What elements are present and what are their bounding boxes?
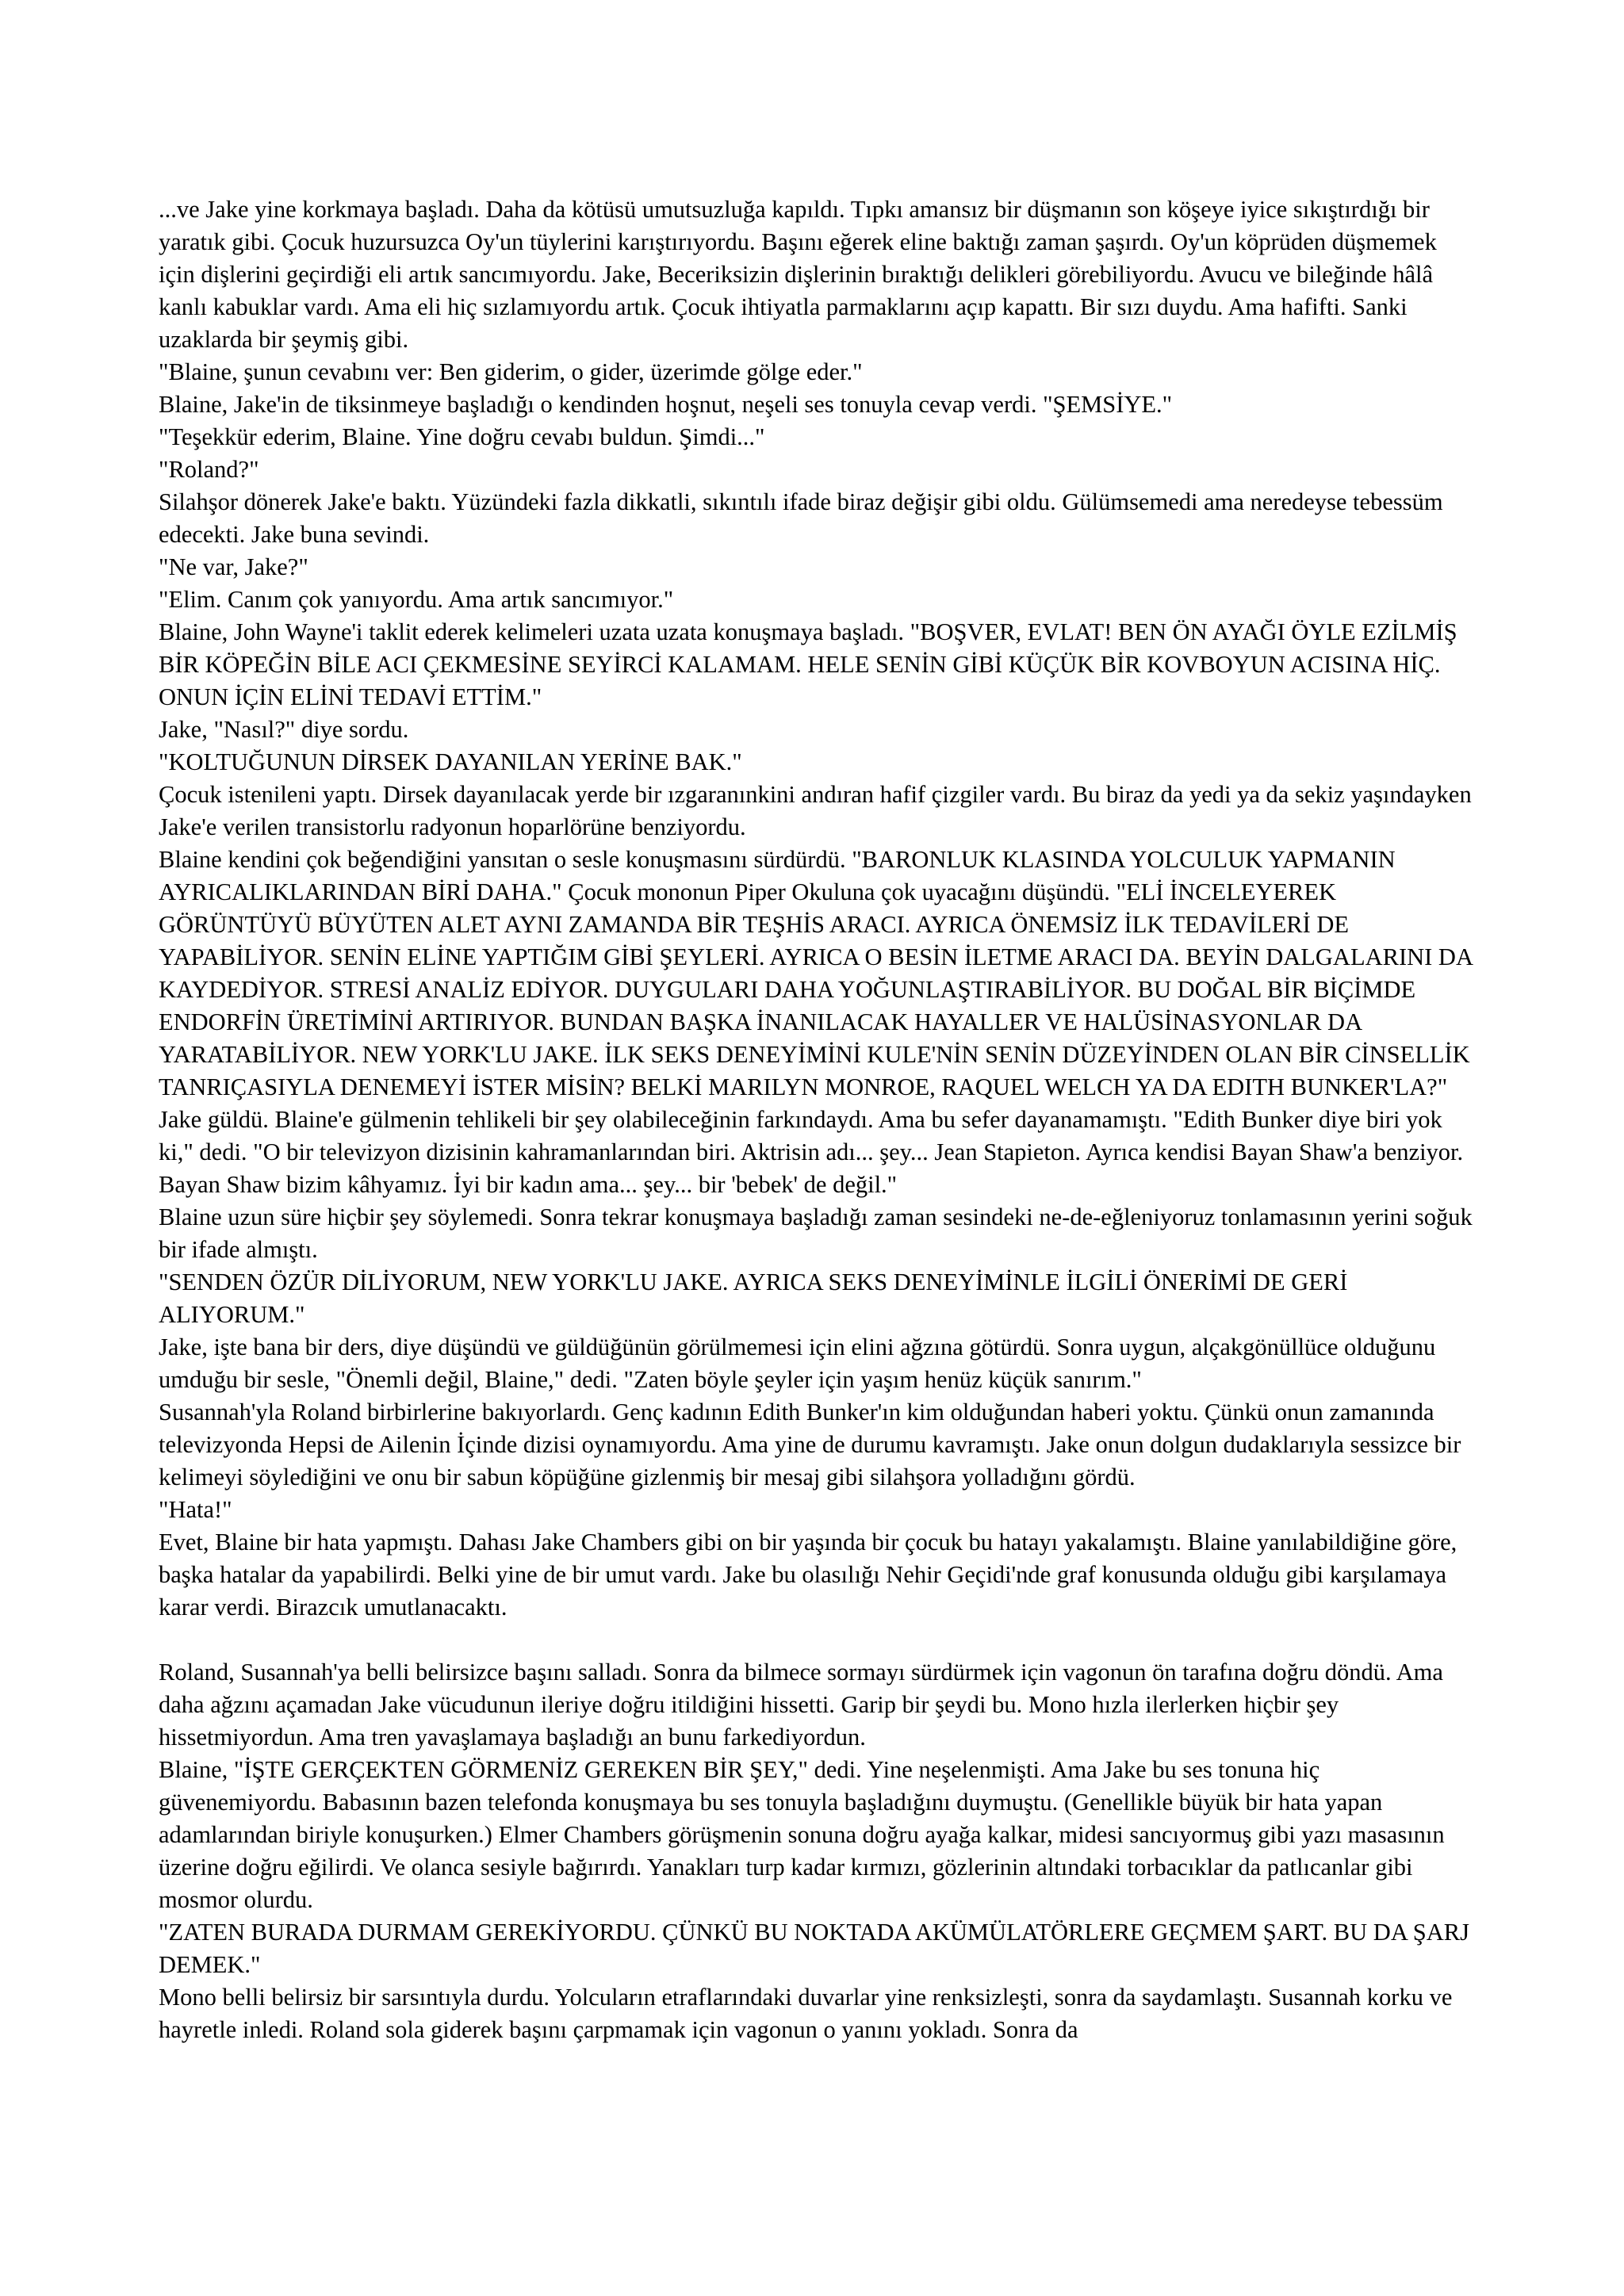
paragraph: "ZATEN BURADA DURMAM GEREKİYORDU. ÇÜNKÜ BU NOKTADA AKÜMÜLATÖRLERE GEÇMEM ŞART. BU DA ŞARJ DEMEK." xyxy=(159,1919,1470,1978)
paragraph: Mono belli belirsiz bir sarsıntıyla durdu. Yolcuların etraflarındaki duvarlar yine renksizleşti, sonra da saydamlaştı. Susannah korku ve hayretle inledi. Roland sola giderek başını çarpmamak için vagonun o yanını yokladı. Sonra da xyxy=(159,1984,1453,2043)
paragraph: "SENDEN ÖZÜR DİLİYORUM, NEW YORK'LU JAKE. AYRICA SEKS DENEYİMİNLE İLGİLİ ÖNERİMİ DE GERİ ALIYORUM." xyxy=(159,1269,1348,1328)
paragraph: "Teşekkür ederim, Blaine. Yine doğru cevabı buldun. Şimdi..." xyxy=(159,423,765,450)
paragraph: Blaine uzun süre hiçbir şey söylemedi. Sonra tekrar konuşmaya başladığı zaman sesindeki ne-de-eğleniyoruz tonlamasının yerini soğuk bir ifade almıştı. xyxy=(159,1203,1473,1263)
paragraph-gap xyxy=(159,1624,1475,1656)
paragraph: Blaine kendini çok beğendiğini yansıtan o sesle konuşmasını sürdürdü. "BARONLUK KLASINDA YOLCULUK YAPMANIN AYRICALIKLARINDAN BİRİ DAHA." Çocuk mononun Piper Okuluna çok uyacağını düşündü. "ELİ İNCELEYEREK GÖRÜNTÜYÜ BÜYÜTEN ALET AYNI ZAMANDA BİR TEŞHİS ARACI. AYRICA ÖNEMSİZ İLK TEDAVİLERİ DE YAPABİLİYOR. SENİN ELİNE YAPTIĞIM GİBİ ŞEYLERİ. AYRICA O BESİN İLETME ARACI DA. BEYİN DALGALARINI DA KAYDEDİYOR. STRESİ ANALİZ EDİYOR. DUYGULARI DAHA YOĞUNLAŞTIRABİLİYOR. BU DOĞAL BİR BİÇİMDE ENDORFİN ÜRETİMİNİ ARTIRIYOR. BUNDAN BAŞKA İNANILACAK HAYALLER VE HALÜSİNASYONLAR DA YARATABİLİYOR. NEW YORK'LU JAKE. İLK SEKS DENEYİMİNİ KULE'NİN SENİN DÜZEYİNDEN OLAN BİR CİNSELLİK TANRIÇASIYLA DENEMEYİ İSTER MİSİN? BELKİ MARILYN MONROE, RAQUEL WELCH YA DA EDITH BUNKER'LA?" xyxy=(159,846,1473,1100)
paragraph: Jake, "Nasıl?" diye sordu. xyxy=(159,716,409,743)
paragraph: "KOLTUĞUNUN DİRSEK DAYANILAN YERİNE BAK." xyxy=(159,748,742,775)
paragraph: "Roland?" xyxy=(159,456,259,483)
paragraph: Blaine, "İŞTE GERÇEKTEN GÖRMENİZ GEREKEN BİR ŞEY," dedi. Yine neşelenmişti. Ama Jake bu ses tonuna hiç güvenemiyordu. Babasının bazen telefonda konuşmaya bu ses tonuyla başladığını duymuştu. (Genellikle büyük bir hata yapan adamlarından biriyle konuşurken.) Elmer Chambers görüşmenin sonuna doğru ayağa kalkar, midesi sancıyormuş gibi yazı masasının üzerine doğru eğilirdi. Ve olanca sesiyle bağırırdı. Yanakları turp kadar kırmızı, gözlerinin altındaki torbacıklar da patlıcanlar gibi mosmor olurdu. xyxy=(159,1756,1445,1913)
paragraph: "Blaine, şunun cevabını ver: Ben giderim, o gider, üzerimde gölge eder." xyxy=(159,358,863,385)
paragraph: Çocuk istenileni yaptı. Dirsek dayanılacak yerde bir ızgaranınkini andıran hafif çizgiler vardı. Bu biraz da yedi ya da sekiz yaşındayken Jake'e verilen transistorlu radyonun hoparlörüne benziyordu. xyxy=(159,781,1472,840)
paragraph: Evet, Blaine bir hata yapmıştı. Dahası Jake Chambers gibi on bir yaşında bir çocuk bu hatayı yakalamıştı. Blaine yanılabildiğine göre, başka hatalar da yapabilirdi. Belki yine de bir umut vardı. Jake bu olasılığı Nehir Geçidi'nde graf konusunda olduğu gibi karşılamaya karar verdi. Birazcık umutlanacaktı. xyxy=(159,1529,1457,1621)
paragraph: "Ne var, Jake?" xyxy=(159,553,308,580)
paragraph: Blaine, Jake'in de tiksinmeye başladığı o kendinden hoşnut, neşeli ses tonuyla cevap verdi. "ŞEMSİYE." xyxy=(159,391,1173,418)
paragraph: Blaine, John Wayne'i taklit ederek kelimeleri uzata uzata konuşmaya başladı. "BOŞVER, EVLAT! BEN ÖN AYAĞI ÖYLE EZİLMİŞ BİR KÖPEĞİN BİLE ACI ÇEKMESİNE SEYİRCİ KALAMAM. HELE SENİN GİBİ KÜÇÜK BİR KOVBOYUN ACISINA HİÇ. ONUN İÇİN ELİNİ TEDAVİ ETTİM." xyxy=(159,618,1457,710)
paragraph: Susannah'yla Roland birbirlerine bakıyorlardı. Genç kadının Edith Bunker'ın kim olduğundan haberi yoktu. Çünkü onun zamanında televizyonda Hepsi de Ailenin İçinde dizisi oynamıyordu. Ama yine de durumu kavramıştı. Jake onun dolgun dudaklarıyla sessizce bir kelimeyi söylediğini ve onu bir sabun köpüğüne gizlenmiş bir mesaj gibi silahşora yolladığını gördü. xyxy=(159,1399,1461,1490)
document-body xyxy=(159,193,1475,2046)
paragraph: ...ve Jake yine korkmaya başladı. Daha da kötüsü umutsuzluğa kapıldı. Tıpkı amansız bir düşmanın son köşeye iyice sıkıştırdığı bir yaratık gibi. Çocuk huzursuzca Oy'un tüylerini karıştırıyordu. Başını eğerek eline baktığı zaman şaşırdı. Oy'un köprüden düşmemek için dişlerini geçirdiği eli artık sancımıyordu. Jake, Beceriksizin dişlerinin bıraktığı delikleri görebiliyordu. Avucu ve bileğinde hâlâ kanlı kabuklar vardı. Ama eli hiç sızlamıyordu artık. Çocuk ihtiyatla parmaklarını açıp kapattı. Bir sızı duydu. Ama hafifti. Sanki uzaklarda bir şeymiş gibi. xyxy=(159,196,1437,353)
paragraph: "Hata!" xyxy=(159,1496,232,1523)
paragraph: Silahşor dönerek Jake'e baktı. Yüzündeki fazla dikkatli, sıkıntılı ifade biraz değişir gibi oldu. Gülümsemedi ama neredeyse tebessüm edecekti. Jake buna sevindi. xyxy=(159,488,1443,548)
paragraph: Roland, Susannah'ya belli belirsizce başını salladı. Sonra da bilmece sormayı sürdürmek için vagonun ön tarafına doğru döndü. Ama daha ağzını açamadan Jake vücudunun ileriye doğru itildiğini hissetti. Garip bir şeydi bu. Mono hızla ilerlerken hiçbir şey hissetmiyordun. Ama tren yavaşlamaya başladığı an bunu farkediyordun. xyxy=(159,1659,1443,1751)
paragraph: "Elim. Canım çok yanıyordu. Ama artık sancımıyor." xyxy=(159,586,674,613)
paragraph: Jake güldü. Blaine'e gülmenin tehlikeli bir şey olabileceğinin farkındaydı. Ama bu sefer dayanamamıştı. "Edith Bunker diye biri yok ki," dedi. "O bir televizyon dizisinin kahramanlarından biri. Aktrisin adı... şey... Jean Stapieton. Ayrıca kendisi Bayan Shaw'a benziyor. Bayan Shaw bizim kâhyamız. İyi bir kadın ama... şey... bir 'bebek' de değil." xyxy=(159,1106,1464,1198)
paragraph: Jake, işte bana bir ders, diye düşündü ve güldüğünün görülmemesi için elini ağzına götürdü. Sonra uygun, alçakgönüllüce olduğunu umduğu bir sesle, "Önemli değil, Blaine," dedi. "Zaten böyle şeyler için yaşım henüz küçük sanırım." xyxy=(159,1334,1436,1393)
